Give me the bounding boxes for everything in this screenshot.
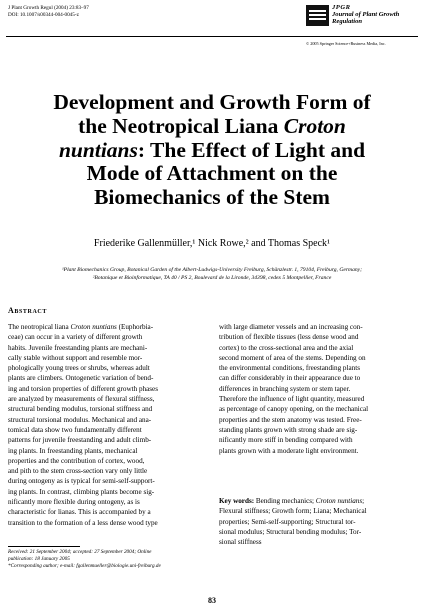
- received-dates: Received: 21 September 2004; accepted: 27 September 2004; Online: [8, 549, 152, 555]
- abstract-line: can differ considerably in their appearance due to: [219, 374, 361, 383]
- publication-date: publication: 18 January 2005: [8, 556, 70, 563]
- copyright-notice: © 2005 Springer Science+Business Media, Inc.: [306, 41, 386, 46]
- article-title: [10, 91, 414, 210]
- keywords-text: ;: [362, 497, 365, 505]
- abstract-left-column: [8, 322, 203, 528]
- doi-line: DOI: 10.1007/s00344-004-0045-z: [8, 11, 79, 18]
- footnotes: [8, 549, 161, 571]
- abstract-line: as percentage of canopy opening, on the mechanical: [219, 405, 369, 414]
- keywords: [219, 496, 417, 547]
- abstract-line: ing plants. In freestanding plants, mechanical: [8, 446, 138, 455]
- affiliation-line: ²Botanique et Bioinformatique, TA 40 / PS 2, Boulevard de la Lironde, 34398, cedex 5 Montpellier, France: [92, 275, 332, 281]
- abstract-line: cally stable without support and resemble mor-: [8, 353, 143, 362]
- abstract-line: nificantly more flexible during ontogeny, as is: [8, 498, 140, 507]
- title-line: Mode of Attachment on the: [86, 161, 338, 186]
- abstract-line: plants grown with a moderate light environment.: [219, 446, 359, 455]
- affiliations: [8, 266, 416, 282]
- abstract-line: tribution of flexible tissues (less dense wood and: [219, 333, 359, 342]
- journal-abbreviation: JPGR: [332, 4, 351, 11]
- keywords-species: Croton nuntians: [315, 497, 363, 505]
- keywords-line: sional stiffness: [219, 538, 262, 547]
- citation-header: [8, 5, 89, 18]
- abstract-line: structural torsional modulus. Mechanical and ana-: [8, 415, 152, 424]
- journal-logo-icon: [306, 5, 329, 26]
- abstract-line: properties and the stem anatomy was tested. Free-: [219, 415, 362, 424]
- abstract-line: structural bending modulus, torsional stiffness and: [8, 405, 153, 414]
- corresponding-author: *Corresponding author; e-mail: fgallenmueller@biologie.uni-freiburg.de: [8, 563, 161, 570]
- abstract-line: ing and torsion properties of different growth phases: [8, 384, 158, 393]
- title-text: : The Effect of Light and: [137, 137, 366, 162]
- keywords-line: sional modulus; Structural bending modulus; Tor-: [219, 527, 362, 536]
- keywords-label: Key words:: [219, 497, 255, 505]
- abstract-line: properties and the contribution of cortex, wood,: [8, 456, 145, 465]
- abstract-line: ceae) can occur in a variety of different growth: [8, 333, 143, 342]
- abstract-line: and pith to the stem cross-section vary only little: [8, 467, 148, 476]
- title-genus: Croton: [283, 113, 346, 138]
- abstract-line: patterns for juvenile freestanding and adult climb-: [8, 436, 152, 445]
- abstract-line: the environmental conditions, freestanding plants: [219, 364, 360, 373]
- title-line: Biomechanics of the Stem: [94, 185, 330, 210]
- abstract-line: with large diameter vessels and an increasing con-: [219, 323, 363, 331]
- citation-line: J Plant Growth Regul (2004) 23:83–97: [8, 5, 89, 11]
- title-text: the Neotropical Liana: [78, 113, 284, 138]
- abstract-line: The neotropical liana Croton nuntians (Euphorbia-: [8, 323, 154, 331]
- abstract-line: plants are climbers. Ontogenetic variation of bend-: [8, 374, 154, 383]
- title-species: nuntians: [58, 137, 138, 162]
- abstract-line: standing plants grown with strong shade are sig-: [219, 425, 358, 434]
- abstract-line: Therefore the influence of light quantity, measured: [219, 395, 365, 404]
- keywords-line: Flexural stiffness; Growth form; Liana; Mechanical: [219, 507, 367, 516]
- abstract-line: characteristic for lianas. This is accompanied by a: [8, 508, 151, 517]
- abstract-line: nificantly more stiff in bending compared with: [219, 436, 353, 445]
- species-name: Croton nuntians: [70, 323, 117, 331]
- author-list: Friederike Gallenmüller,¹ Nick Rowe,² and Thomas Speck¹: [93, 238, 331, 249]
- journal-name: [332, 4, 399, 26]
- abstract-line: transition to the formation of a less dense wood type: [8, 518, 158, 527]
- affiliation-line: ¹Plant Biomechanics Group, Botanical Garden of the Albert-Ludwigs-University Freiburg, Schänzlestr. 1, 79104, Freiburg, Germany;: [61, 267, 363, 273]
- abstract-line: ing plants. In contrast, climbing plants become sig-: [8, 487, 155, 496]
- keywords-line: [219, 496, 417, 506]
- abstract-line: phologically young trees or shrubs, whereas adult: [8, 364, 150, 373]
- footnote-rule: [8, 546, 80, 547]
- title-line: [10, 139, 414, 163]
- abstract-line: habits. Juvenile freestanding plants are mechani-: [8, 343, 148, 352]
- abstract-line: second moment of area of the stems. Depending on: [219, 353, 366, 362]
- keywords-text: Bending mechanics;: [254, 497, 316, 505]
- abstract-line: cortex) to the cross-sectional area and the axial: [219, 343, 354, 352]
- abstract-line: tomical data show two fundamentally different: [8, 425, 142, 434]
- abstract-heading: Abstract: [8, 306, 47, 315]
- abstract-line: differences in branching system or stem taper.: [219, 384, 351, 393]
- title-line: Development and Growth Form of: [53, 90, 371, 114]
- abstract-line: are analyzed by measurements of flexural stiffness,: [8, 395, 155, 404]
- page-number: 83: [208, 596, 216, 605]
- keywords-line: properties; Semi-self-supporting; Structural tor-: [219, 517, 356, 526]
- journal-name-line: Regulation: [332, 18, 363, 26]
- abstract-right-column: [219, 322, 414, 456]
- title-line: [10, 115, 414, 139]
- abstract-line: during ontogeny as is typical for semi-self-support-: [8, 477, 155, 486]
- journal-name-line: Journal of Plant Growth: [332, 11, 400, 19]
- header-rule: [6, 36, 418, 37]
